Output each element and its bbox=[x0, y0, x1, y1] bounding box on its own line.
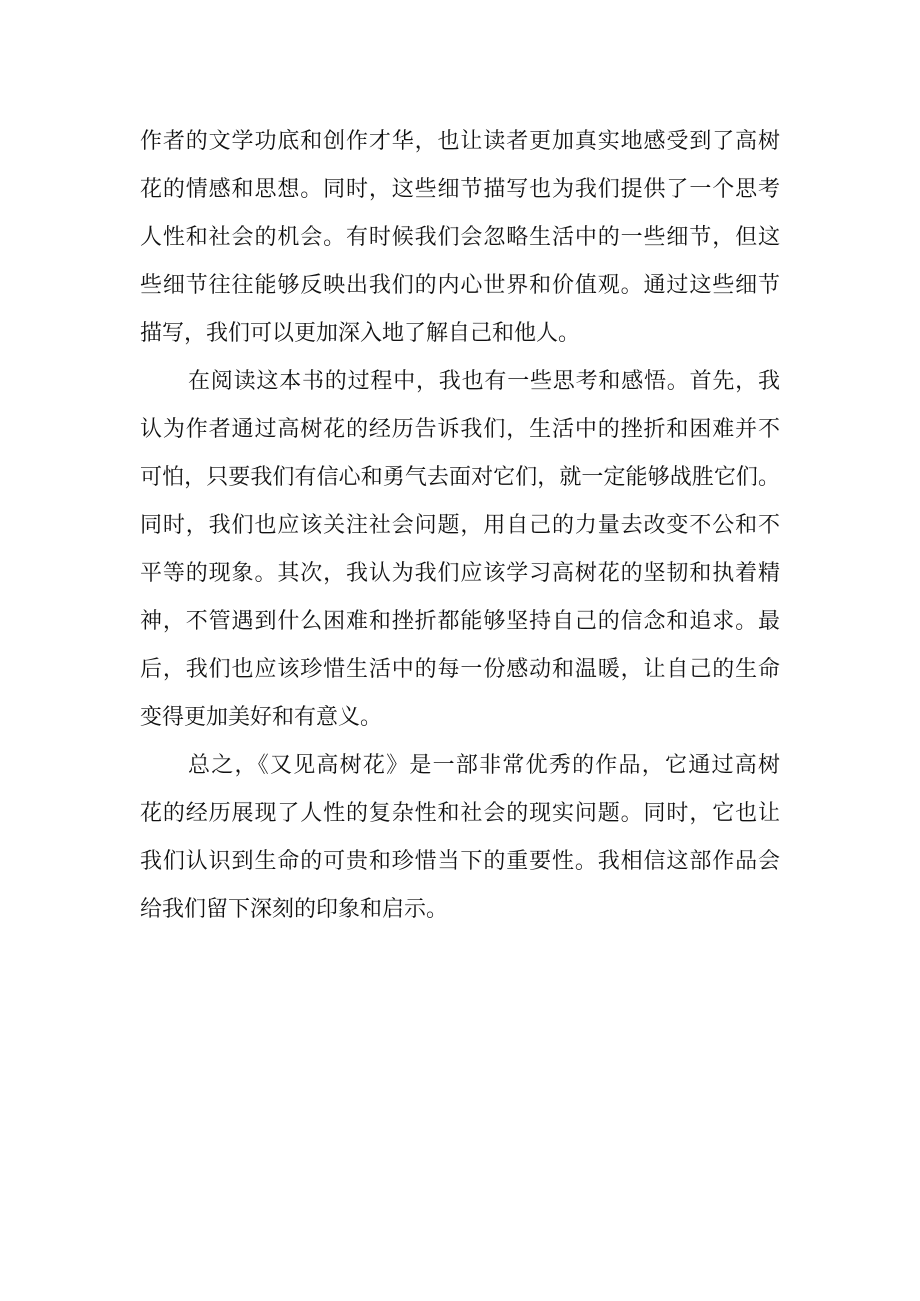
paragraph-reflection bbox=[140, 358, 780, 742]
text-line: 神，不管遇到什么困难和挫折都能够坚持自己的信念和追求。最 bbox=[140, 609, 780, 634]
text-line: 变得更加美好和有意义。 bbox=[140, 705, 383, 730]
text-line: 花的情感和思想。同时，这些细节描写也为我们提供了一个思考 bbox=[140, 177, 780, 202]
text-line: 在阅读这本书的过程中，我也有一些思考和感悟。首先，我 bbox=[188, 369, 780, 394]
text-line: 作者的文学功底和创作才华，也让读者更加真实地感受到了高树 bbox=[140, 129, 780, 154]
text-line: 人性和社会的机会。有时候我们会忽略生活中的一些细节，但这 bbox=[140, 225, 780, 250]
text-line: 花的经历展现了人性的复杂性和社会的现实问题。同时，它也让 bbox=[140, 801, 780, 826]
text-line: 后，我们也应该珍惜生活中的每一份感动和温暖，让自己的生命 bbox=[140, 657, 780, 682]
paragraph-conclusion bbox=[140, 742, 780, 934]
text-line: 给我们留下深刻的印象和启示。 bbox=[140, 897, 449, 922]
text-line: 平等的现象。其次，我认为我们应该学习高树花的坚韧和执着精 bbox=[140, 561, 780, 586]
text-line: 同时，我们也应该关注社会问题，用自己的力量去改变不公和不 bbox=[140, 513, 780, 538]
text-line: 我们认识到生命的可贵和珍惜当下的重要性。我相信这部作品会 bbox=[140, 849, 780, 874]
paragraph-continuation bbox=[140, 118, 780, 358]
text-line: 些细节往往能够反映出我们的内心世界和价值观。通过这些细节 bbox=[140, 273, 780, 298]
text-line: 总之，《又见高树花》是一部非常优秀的作品，它通过高树 bbox=[188, 753, 780, 778]
text-line: 描写，我们可以更加深入地了解自己和他人。 bbox=[140, 321, 581, 346]
text-line: 认为作者通过高树花的经历告诉我们，生活中的挫折和困难并不 bbox=[140, 417, 780, 442]
text-line: 可怕，只要我们有信心和勇气去面对它们，就一定能够战胜它们。 bbox=[140, 465, 780, 490]
document-body bbox=[140, 118, 780, 934]
